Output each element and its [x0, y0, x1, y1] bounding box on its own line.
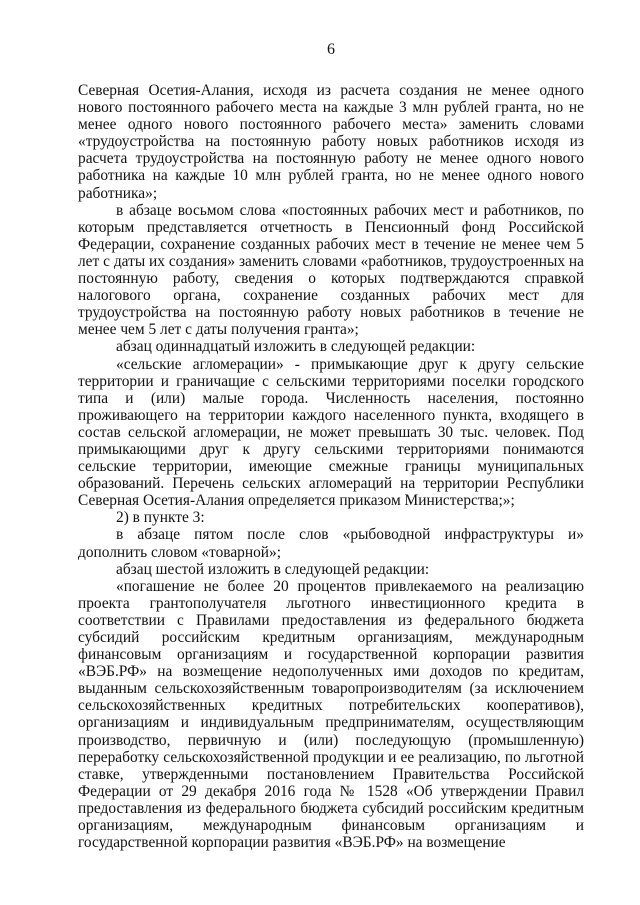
document-body — [78, 82, 584, 851]
page-number: 6 — [327, 41, 335, 58]
paragraph-6: в абзаце пятом после слов «рыбоводной инфраструктуры и» дополнить словом «товарной»; — [78, 526, 584, 561]
paragraph-7: абзац шестой изложить в следующей редакции: — [116, 560, 430, 578]
paragraph-2: в абзаце восьмом слова «постоянных рабочих мест и работников, по которым представляется отчетность в Пенсионный фонд Российской Федерации, сохранение созданных рабочих мест в течение не менее чем 5 лет с даты их создания» заменить словами «работников, трудоустроенных на постоянную работу, сведения о которых подтверждаются справкой налогового органа, сохранение созданных рабочих мест для трудоустройства на постоянную работу новых работников в течение не менее чем 5 лет с даты получения гранта»; — [78, 201, 584, 339]
paragraph-3: абзац одиннадцатый изложить в следующей редакции: — [116, 338, 476, 356]
document-page — [78, 40, 584, 851]
paragraph-5: 2) в пункте 3: — [116, 509, 205, 527]
paragraph-4: «сельские агломерации» - примыкающие друг к другу сельские территории и граничащие с сельскими территориями поселки городского типа и (или) малые города. Численность населения, постоянно проживающего на территории каждого населенного пункта, входящего в состав сельской агломерации, не может превышать 30 тыс. человек. Под примыкающими друг к другу сельскими территориями понимаются сельские территории, имеющие смежные границы муниципальных образований. Перечень сельских агломераций на территории Республики Северная Осетия-Алания определяется приказом Министерства;»; — [78, 355, 584, 510]
paragraph-1: Северная Осетия-Алания, исходя из расчета создания не менее одного нового постоянного рабочего места на каждые 3 млн рублей гранта, но не менее одного нового постоянного рабочего места» заменить словами «трудоустройства на постоянную работу новых работников исходя из расчета трудоустройства на постоянную работу не менее одного нового работника на каждые 10 млн рублей гранта, но не менее одного нового работника»; — [78, 82, 584, 202]
paragraph-8: «погашение не более 20 процентов привлекаемого на реализацию проекта грантополучателя льготного инвестиционного кредита в соответствии с Правилами предоставления из федерального бюджета субсидий российским кредитным организациям, международным финансовым организациям и государственной корпорации развития «ВЭБ.РФ» на возмещение недополученных ими доходов по кредитам, выданным сельскохозяйственным товаропроизводителям (за исключением сельскохозяйственных кредитных потребительских кооперативов), организациям и индивидуальным предпринимателям, осуществляющим производство, первичную и (или) последующую (промышленную) переработку сельскохозяйственной продукции и ее реализацию, по льготной ставке, утвержденными постановлением Правительства Российской Федерации от 29 декабря 2016 года № 1528 «Об утверждении Правил предоставления из федерального бюджета субсидий российским кредитным организациям, международным финансовым организациям и государственной корпорации развития «ВЭБ.РФ» на возмещение — [78, 577, 584, 852]
